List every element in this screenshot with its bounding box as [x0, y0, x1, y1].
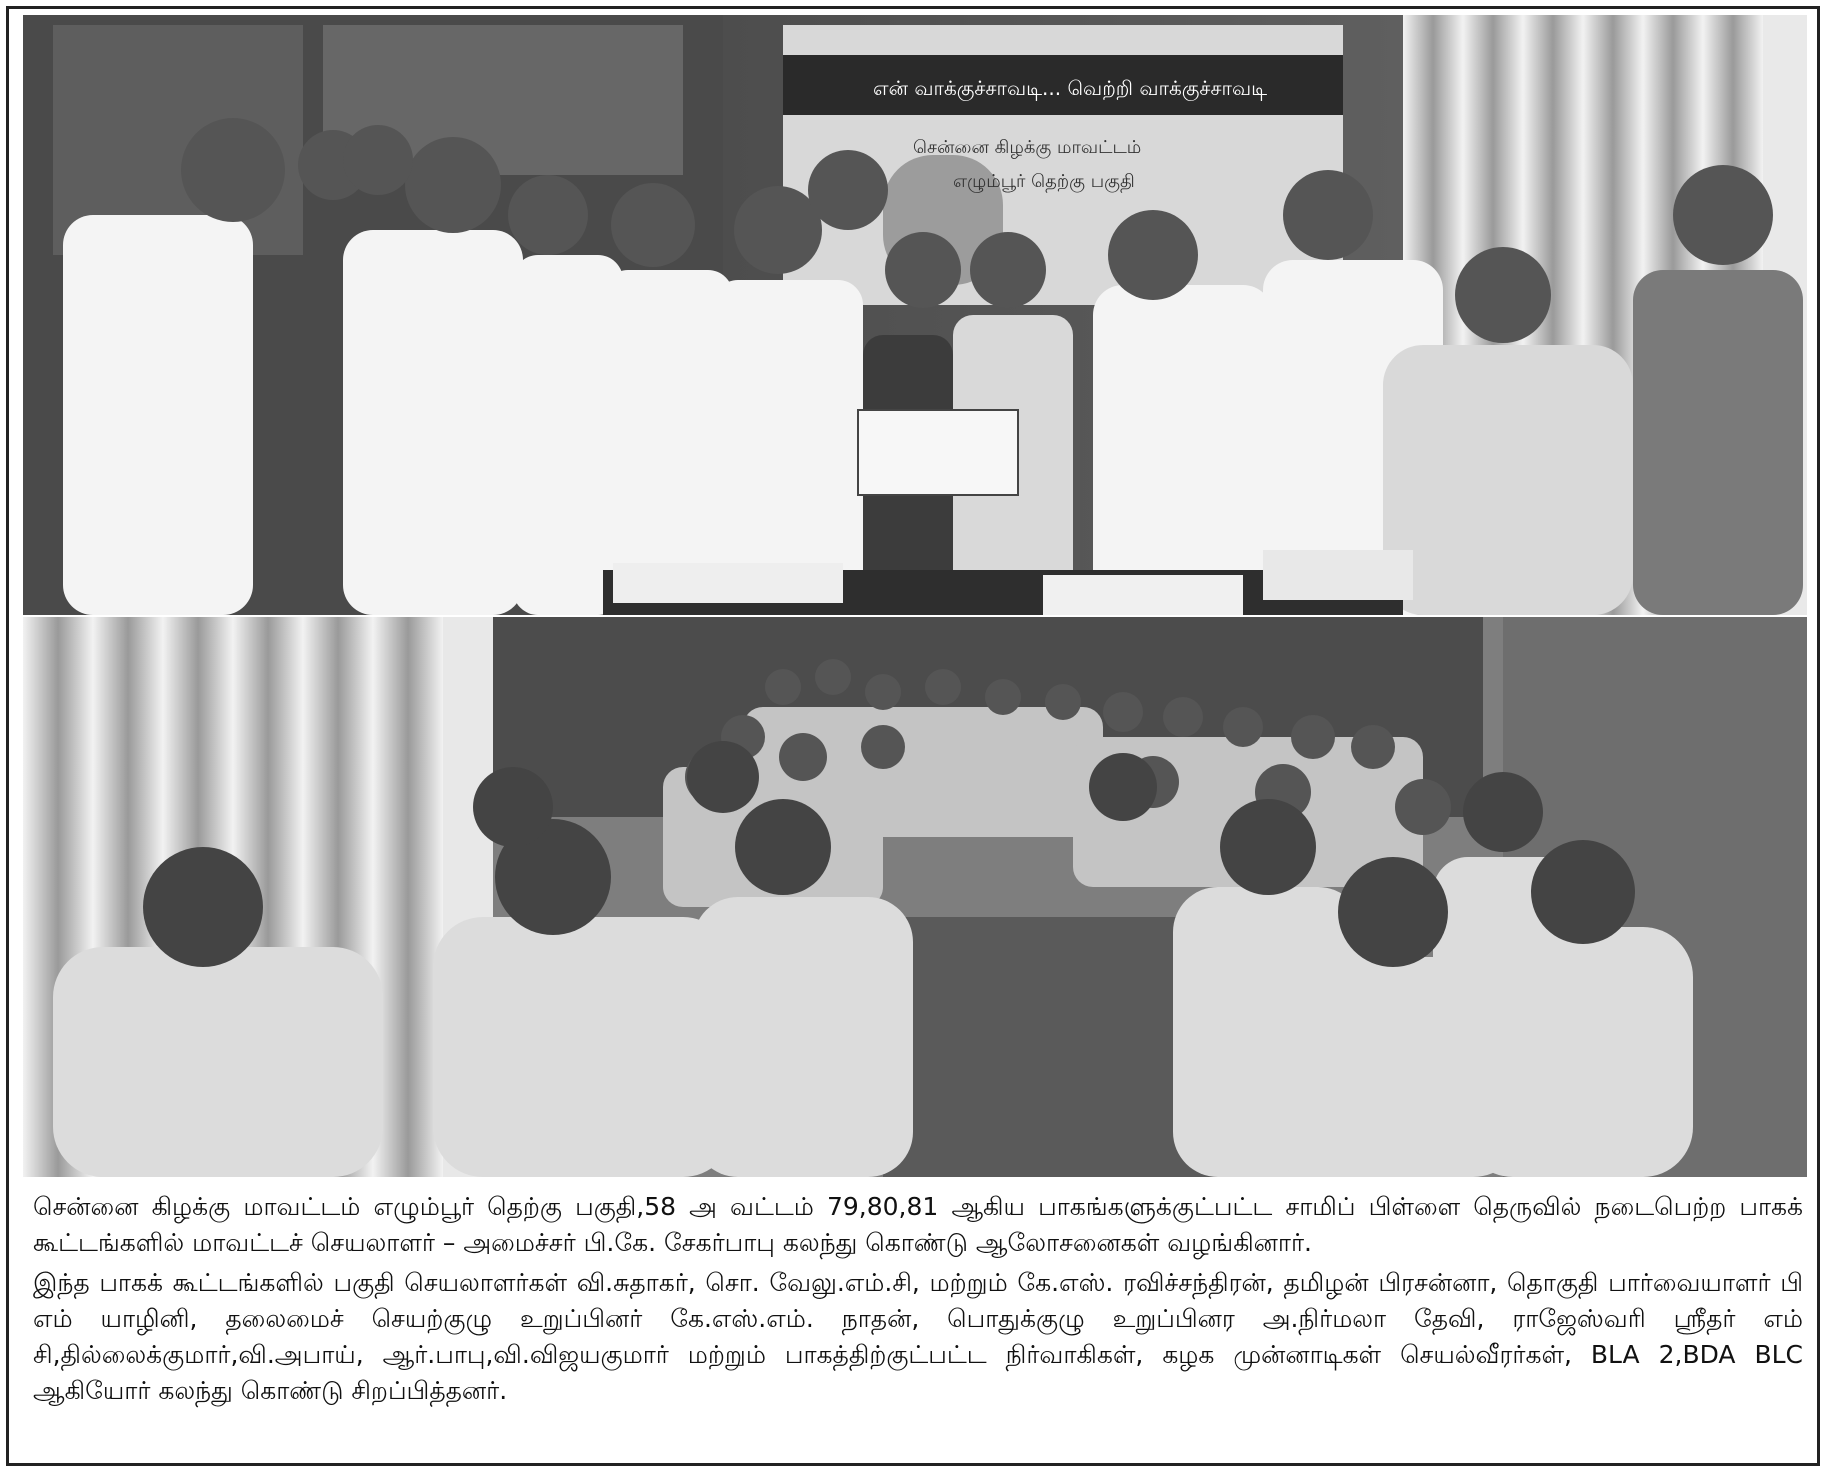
photo-seated-audience-image [23, 617, 1807, 1177]
photo-group-standing-image [23, 15, 1807, 615]
photo-group-standing [23, 15, 1807, 615]
photo-seated-audience [23, 617, 1807, 1177]
news-clipping [6, 6, 1820, 1466]
news-caption [33, 1189, 1803, 1413]
banner-subtitle-2: எழும்பூர் தெற்கு பகுதி [953, 171, 1135, 192]
caption-paragraph-1: சென்னை கிழக்கு மாவட்டம் எழும்பூர் தெற்கு பகுதி,58 அ வட்டம் 79,80,81 ஆகிய பாகங்களுக்குட்பட்ட சாமிப் பிள்ளை தெருவில் நடைபெற்ற பாகக் கூட்டங்களில் மாவட்டச் செயலாளர் – அமைச்சர் பி.கே. சேகர்பாபு கலந்து கொண்டு ஆலோசனைகள் வழங்கினார். [33, 1192, 1803, 1257]
banner-subtitle-1: சென்னை கிழக்கு மாவட்டம் [913, 137, 1142, 158]
handover-document [858, 410, 1018, 495]
caption-paragraph-2: இந்த பாகக் கூட்டங்களில் பகுதி செயலாளர்கள் வி.சுதாகர், சொ. வேலு.எம்.சி, மற்றும் கே.எஸ். ரவிச்சந்திரன், தமிழன் பிரசன்னா, தொகுதி பார்வையாளர் பி எம் யாழினி, தலைமைச் செயற்குழு உறுப்பினர் கே.எஸ்.எம். நாதன், பொதுக்குழு உறுப்பினர அ.நிர்மலா தேவி, ராஜேஸ்வரி ஸ்ரீதர் எம் சி,தில்லைக்குமார்,வி.அபாய், ஆர்.பாபு,வி.விஜயகுமார் மற்றும் பாகத்திற்குட்பட்ட நிர்வாகிகள், கழக முன்னாடிகள் செயல்வீரர்கள், BLA 2,BDA BLC ஆகியோர் கலந்து கொண்டு சிறப்பித்தனர். [33, 1268, 1803, 1405]
banner-title: என் வாக்குச்சாவடி... வெற்றி வாக்குச்சாவடி [873, 76, 1268, 100]
